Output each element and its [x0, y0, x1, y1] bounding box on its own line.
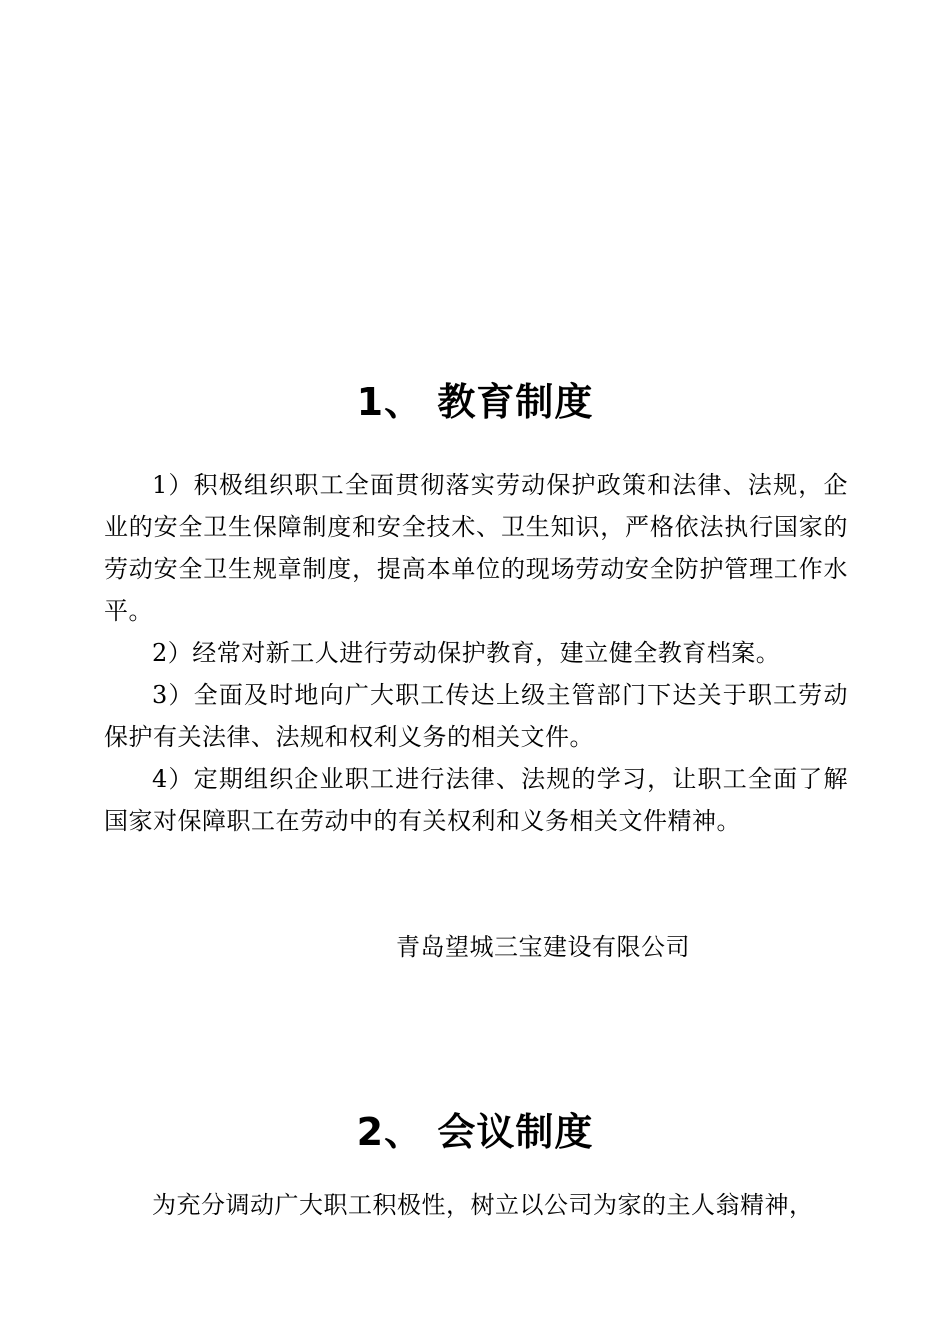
- section-heading-meeting: 2、 会议制度: [356, 1110, 594, 1154]
- paragraph-meeting-1: 为充分调动广大职工积极性，树立以公司为家的主人翁精神，: [152, 1191, 814, 1219]
- paragraph-1: 1）积极组织职工全面贯彻落实劳动保护政策和法律、法规，企业的安全卫生保障制度和安全技术、卫生知识，严格依法执行国家的劳动安全卫生规章制度，提高本单位的现场劳动安全防护管理工作水平。: [104, 471, 848, 625]
- company-signature: 青岛望城三宝建设有限公司: [396, 933, 690, 961]
- section-body-education: [104, 464, 848, 842]
- section-body-meeting: [104, 1184, 848, 1226]
- section-heading-education: 1、 教育制度: [356, 380, 594, 424]
- paragraph-2: 2）经常对新工人进行劳动保护教育，建立健全教育档案。: [152, 639, 781, 667]
- paragraph-4: 4）定期组织企业职工进行法律、法规的学习，让职工全面了解国家对保障职工在劳动中的有关权利和义务相关文件精神。: [104, 765, 848, 835]
- paragraph-3: 3）全面及时地向广大职工传达上级主管部门下达关于职工劳动保护有关法律、法规和权利义务的相关文件。: [104, 681, 848, 751]
